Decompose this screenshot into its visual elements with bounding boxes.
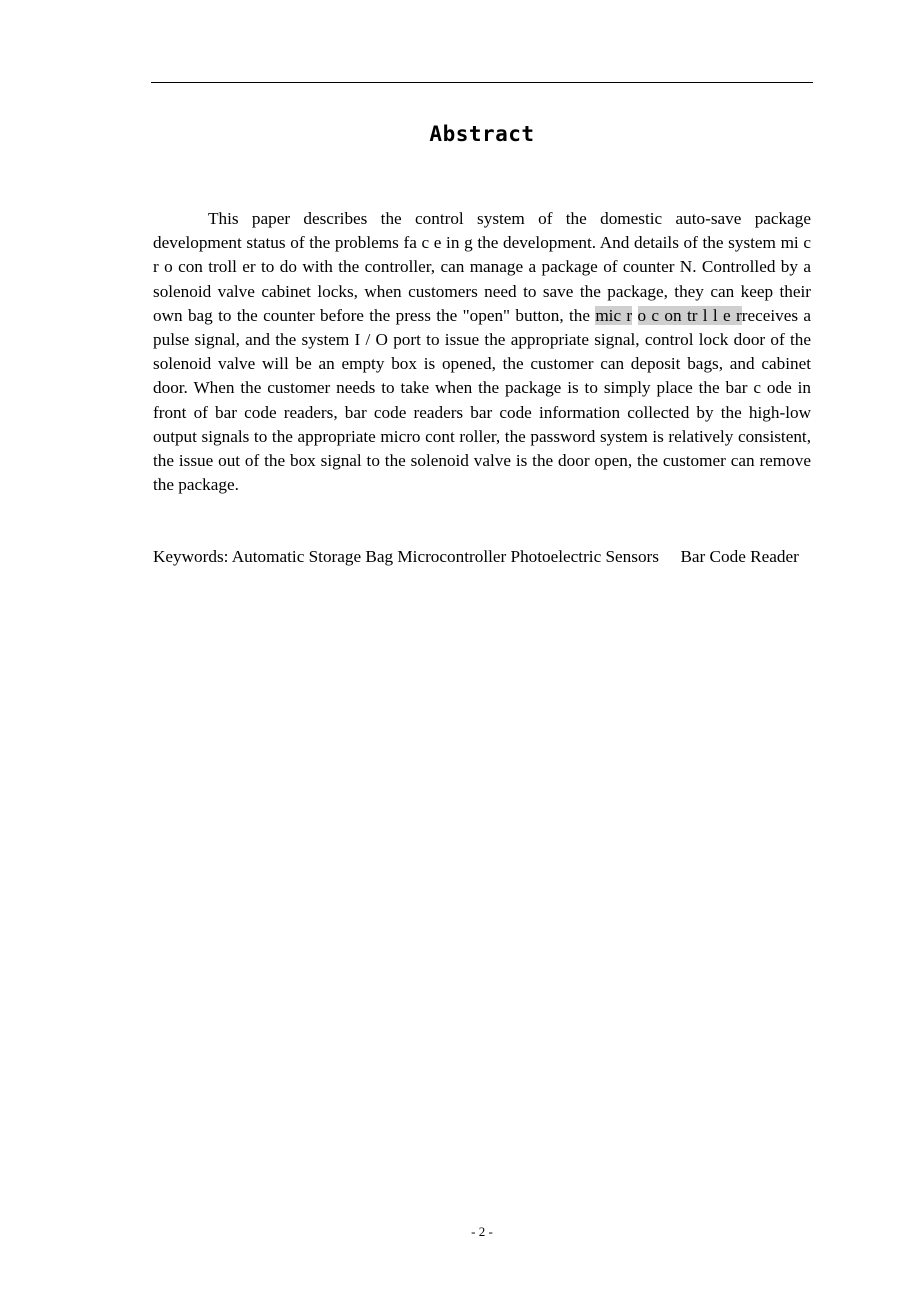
page-title: Abstract: [429, 122, 535, 146]
header-rule: [151, 82, 813, 83]
keywords-line: Keywords: Automatic Storage Bag Microcontroller Photoelectric Sensors Bar Code Reader: [153, 547, 799, 566]
page-number: - 2 -: [471, 1224, 493, 1239]
abstract-text-part1: This paper describes the control system of the domestic auto-save package development status of the problems fa c e in g the development. And details of the system mi c r o con troll er to do with the controller, can manage a package of counter N. Controlled by a solenoid valve cabinet locks, when customers need to save the package, they can keep their own bag to the counter before the press the "open" button, the: [153, 209, 811, 325]
highlighted-text: mic r: [595, 305, 633, 325]
abstract-paragraph: [153, 207, 811, 497]
abstract-text-part2: receives a pulse signal, and the system I / O port to issue the appropriate signal, control lock door of the solenoid valve will be an empty box is opened, the customer can deposit bags, and cabinet door. When the customer needs to take when the package is to simply place the bar c ode in front of bar code readers, bar code readers bar code information collected by the high-low output signals to the appropriate micro cont roller, the password system is relatively consistent, the issue out of the box signal to the solenoid valve is the door open, the customer can remove the package.: [153, 305, 811, 495]
highlighted-text: o c on tr l l e r: [637, 305, 742, 325]
